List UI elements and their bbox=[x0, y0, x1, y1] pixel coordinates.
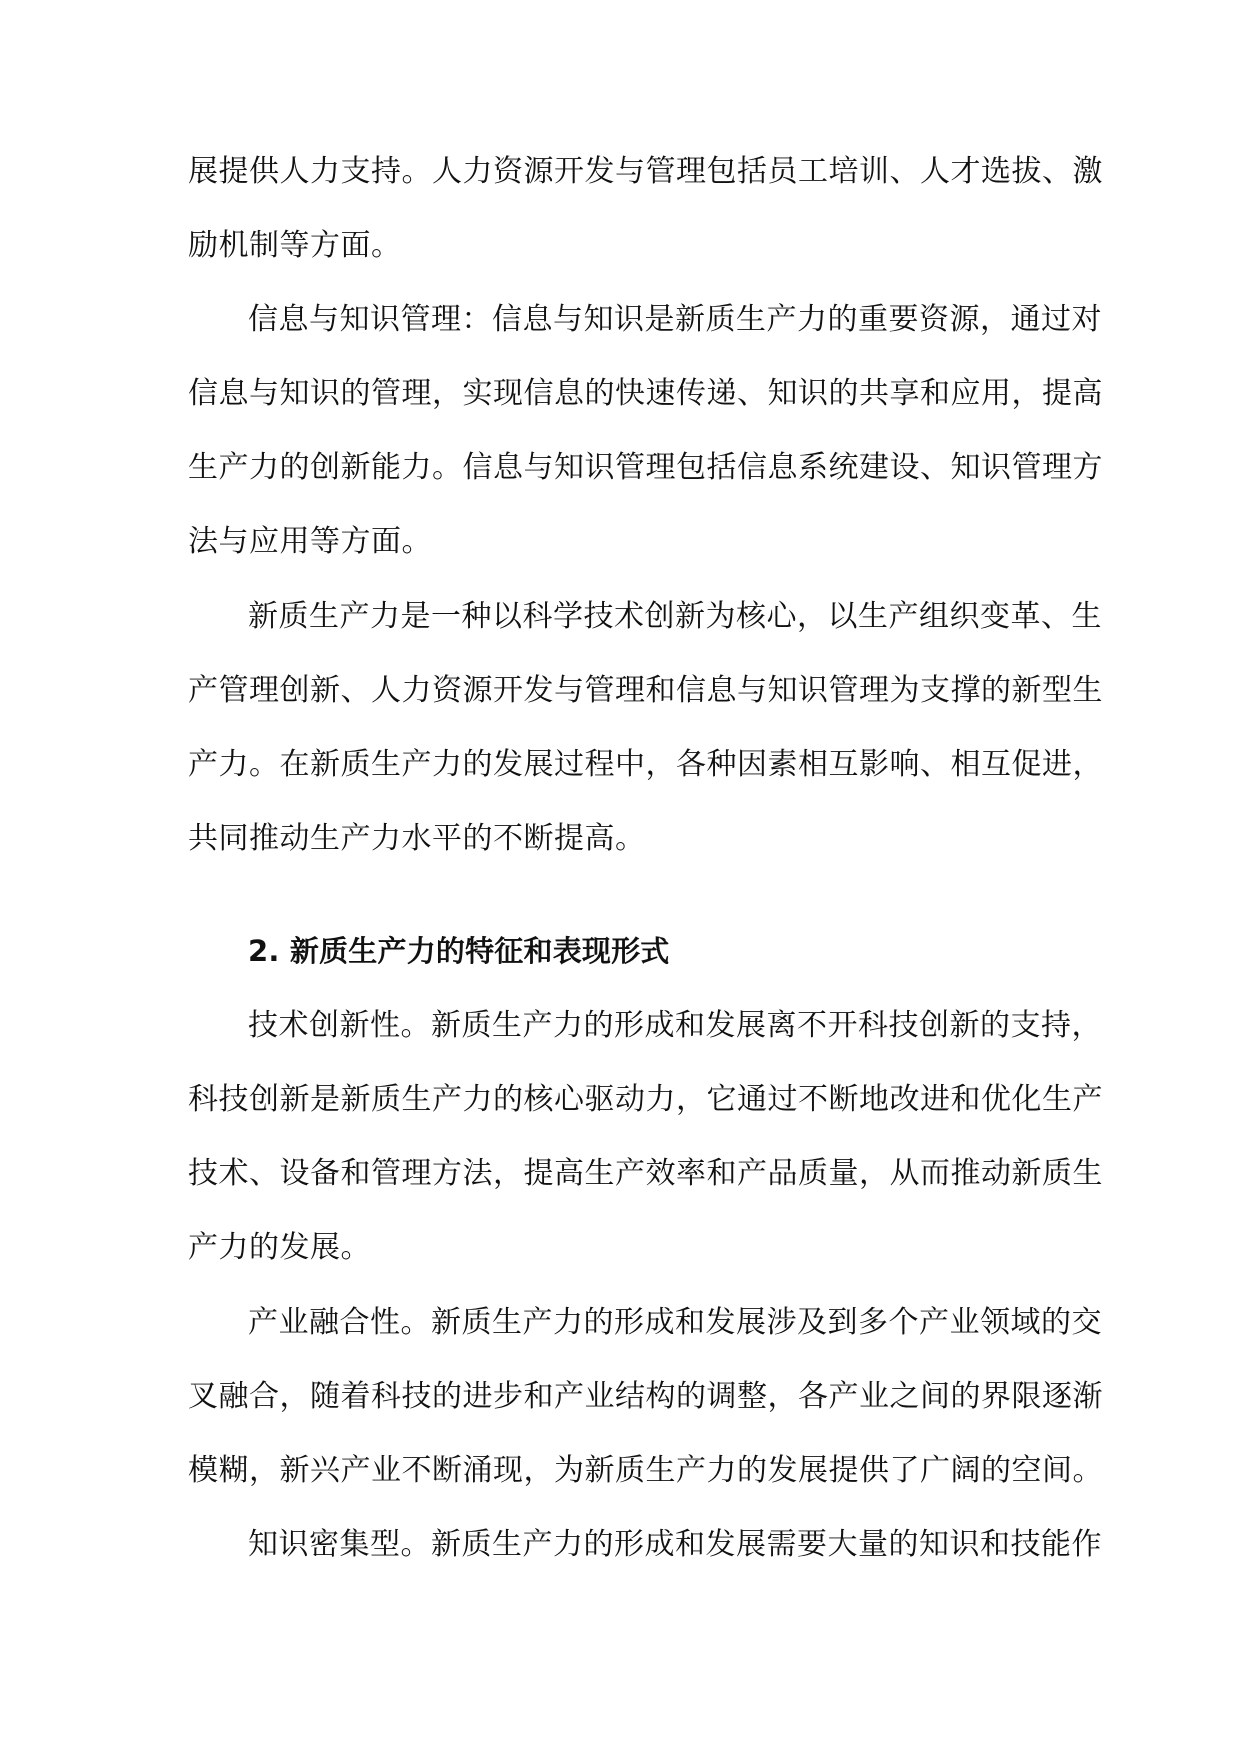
text-line: 展提供人力支持。人力资源开发与管理包括员工培训、人才选拔、激 bbox=[188, 154, 1103, 189]
text-line: 技术、设备和管理方法，提高生产效率和产品质量，从而推动新质生 bbox=[188, 1156, 1103, 1191]
text-line: 生产力的创新能力。信息与知识管理包括信息系统建设、知识管理方 bbox=[188, 450, 1103, 485]
text-line: 共同推动生产力水平的不断提高。 bbox=[188, 821, 646, 856]
text-line: 产业融合性。新质生产力的形成和发展涉及到多个产业领域的交 bbox=[248, 1305, 1102, 1340]
text-line: 技术创新性。新质生产力的形成和发展离不开科技创新的支持， bbox=[248, 1008, 1102, 1043]
text-line: 法与应用等方面。 bbox=[188, 524, 432, 559]
section-heading: 2. 新质生产力的特征和表现形式 bbox=[248, 934, 670, 968]
text-line: 信息与知识管理：信息与知识是新质生产力的重要资源，通过对 bbox=[248, 302, 1102, 337]
text-line: 信息与知识的管理，实现信息的快速传递、知识的共享和应用，提高 bbox=[188, 376, 1103, 411]
text-line: 模糊，新兴产业不断涌现，为新质生产力的发展提供了广阔的空间。 bbox=[188, 1453, 1103, 1488]
text-line: 知识密集型。新质生产力的形成和发展需要大量的知识和技能作 bbox=[248, 1527, 1102, 1562]
text-line: 科技创新是新质生产力的核心驱动力，它通过不断地改进和优化生产 bbox=[188, 1082, 1103, 1117]
text-line: 产力的发展。 bbox=[188, 1230, 371, 1265]
text-line: 产管理创新、人力资源开发与管理和信息与知识管理为支撑的新型生 bbox=[188, 673, 1103, 708]
text-line: 产力。在新质生产力的发展过程中，各种因素相互影响、相互促进， bbox=[188, 747, 1103, 782]
text-line: 励机制等方面。 bbox=[188, 228, 402, 263]
text-line: 新质生产力是一种以科学技术创新为核心，以生产组织变革、生 bbox=[248, 599, 1102, 634]
text-line: 叉融合，随着科技的进步和产业结构的调整，各产业之间的界限逐渐 bbox=[188, 1379, 1103, 1414]
